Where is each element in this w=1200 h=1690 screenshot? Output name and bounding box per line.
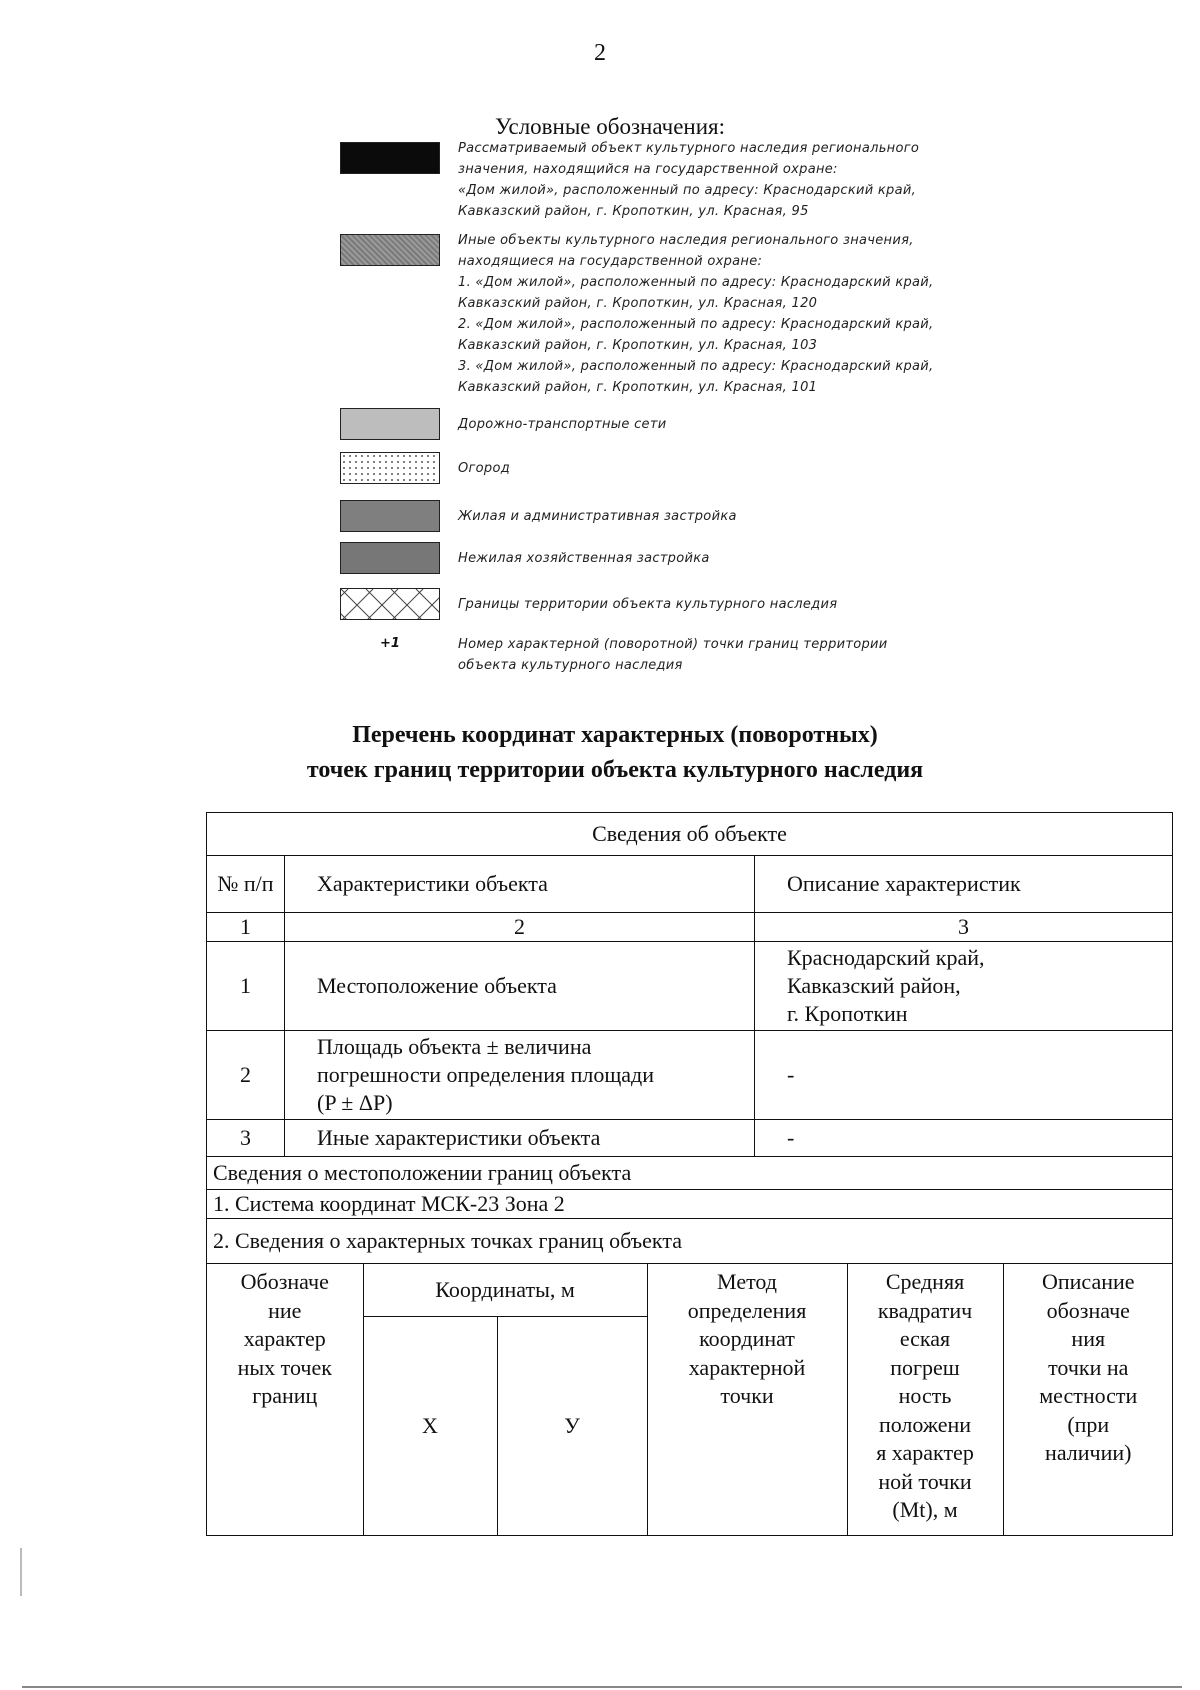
row-description: -	[755, 1120, 1173, 1157]
header-line: (при	[1067, 1411, 1110, 1437]
object-info-table	[206, 812, 1173, 1536]
header-line: ние	[268, 1297, 302, 1323]
row-characteristic: Местоположение объекта	[285, 942, 755, 1031]
coords-header-cell	[207, 1264, 1173, 1536]
legend-line: Номер характерной (поворотной) точки границ территории	[458, 637, 888, 652]
row-num: 1	[207, 942, 285, 1031]
location-title: Сведения о местоположении границ объекта	[207, 1157, 1173, 1190]
header-line: ния	[1071, 1326, 1106, 1351]
document-heading	[0, 718, 1200, 788]
margin-mark	[20, 1548, 22, 1596]
characteristic-line: (P ± ΔP)	[317, 1090, 393, 1115]
col-number: 1	[207, 913, 285, 942]
legend-line: Рассматриваемый объект культурного наследия регионального	[458, 141, 920, 156]
row-description	[755, 942, 1173, 1031]
cross-hatch-swatch	[340, 588, 440, 620]
header-line: координат	[699, 1326, 795, 1351]
heading-line: Перечень координат характерных (поворотных)	[352, 722, 878, 748]
legend-line: Жилая и административная застройка	[458, 509, 737, 524]
header-line: характер	[243, 1326, 326, 1351]
designation-header	[207, 1264, 363, 1535]
legend-line: Дорожно-транспортные сети	[458, 417, 667, 432]
table-row	[207, 1120, 1173, 1157]
header-line: определения	[687, 1297, 807, 1323]
table-row	[207, 1219, 1173, 1264]
header-line: (Mt), м	[892, 1497, 958, 1522]
legend-line: объекта культурного наследия	[458, 658, 683, 673]
header-line: ность	[898, 1383, 952, 1408]
legend-line: 1. «Дом жилой», расположенный по адресу: Краснодарский край,	[458, 275, 934, 290]
description-header	[1003, 1264, 1173, 1535]
legend-line: Иные объекты культурного наследия регионального значения,	[458, 233, 914, 248]
legend-line: Кавказский район, г. Кропоткин, ул. Красная, 120	[458, 296, 818, 311]
header-characteristics: Характеристики объекта	[285, 856, 755, 913]
dotted-swatch	[340, 452, 440, 484]
row-description: -	[755, 1031, 1173, 1120]
legend-line: Границы территории объекта культурного наследия	[458, 597, 838, 612]
row-characteristic: Иные характеристики объекта	[285, 1120, 755, 1157]
legend-line: значения, находящийся на государственной охране:	[458, 162, 838, 177]
header-line: Описание	[1041, 1269, 1135, 1294]
accuracy-header	[847, 1264, 1003, 1535]
header-line: я характер	[876, 1440, 974, 1465]
legend-line: находящиеся на государственной охране:	[458, 254, 763, 269]
dark-gray-swatch	[340, 542, 440, 574]
header-line: погреш	[890, 1354, 960, 1380]
table-row	[207, 942, 1173, 1031]
cross-hatch-icon	[341, 589, 440, 620]
coords-header-table	[207, 1264, 1173, 1535]
legend-line: 3. «Дом жилой», расположенный по адресу: Краснодарский край,	[458, 359, 934, 374]
table-row	[207, 1264, 1173, 1317]
legend-line: 2. «Дом жилой», расположенный по адресу: Краснодарский край,	[458, 317, 934, 332]
header-description: Описание характеристик	[755, 856, 1173, 913]
description-line: г. Кропоткин	[787, 1001, 908, 1026]
table-row	[207, 1190, 1173, 1219]
table-row	[207, 856, 1173, 913]
header-line: точки на	[1048, 1354, 1129, 1380]
gray-swatch	[340, 234, 440, 266]
coordinates-header: Координаты, м	[363, 1264, 647, 1317]
coord-system: 1. Система координат МСК-23 Зона 2	[207, 1190, 1173, 1219]
black-swatch	[340, 142, 440, 174]
row-num: 2	[207, 1031, 285, 1120]
header-line: границ	[252, 1383, 318, 1408]
col-number: 3	[755, 913, 1173, 942]
header-line: обозначе	[1046, 1297, 1130, 1323]
points-title: 2. Сведения о характерных точках границ объекта	[207, 1219, 1173, 1264]
header-line: положени	[878, 1411, 972, 1437]
legend-text	[458, 634, 1028, 676]
legend-line: Кавказский район, г. Кропоткин, ул. Красная, 95	[458, 204, 809, 219]
description-line: Краснодарский край,	[787, 945, 985, 970]
y-header: У	[497, 1317, 647, 1536]
legend-text	[458, 230, 1028, 398]
table-row	[207, 1264, 1173, 1536]
legend-title: Условные обозначения:	[494, 114, 726, 139]
table-row	[207, 813, 1173, 856]
heading-line: точек границ территории объекта культурного наследия	[306, 757, 924, 783]
point-number-symbol: +1	[380, 636, 400, 651]
legend-line: Огород	[458, 461, 511, 476]
row-characteristic	[285, 1031, 755, 1120]
row-num: 3	[207, 1120, 285, 1157]
x-header: X	[363, 1317, 497, 1536]
header-line: Обозначе	[240, 1269, 329, 1294]
legend-line: Кавказский район, г. Кропоткин, ул. Красная, 103	[458, 338, 818, 353]
characteristic-line: Площадь объекта ± величина	[317, 1034, 592, 1059]
header-line: еская	[899, 1326, 951, 1351]
header-line: квадратич	[877, 1297, 973, 1323]
legend-line: Нежилая хозяйственная застройка	[458, 551, 710, 566]
col-number: 2	[285, 913, 755, 942]
header-line: наличии)	[1045, 1440, 1132, 1465]
light-gray-swatch	[340, 408, 440, 440]
table-row	[207, 1157, 1173, 1190]
page-number: 2	[594, 40, 606, 66]
header-line: Метод	[717, 1269, 777, 1294]
description-line: Кавказский район,	[787, 973, 961, 998]
page-bottom-line	[22, 1686, 1182, 1688]
header-num: № п/п	[207, 856, 285, 913]
section-title: Сведения об объекте	[207, 813, 1173, 856]
table-row	[207, 913, 1173, 942]
legend-line: «Дом жилой», расположенный по адресу: Краснодарский край,	[458, 183, 917, 198]
method-header	[647, 1264, 847, 1535]
header-line: ной точки	[878, 1468, 972, 1494]
legend-line: Кавказский район, г. Кропоткин, ул. Красная, 101	[458, 380, 818, 395]
dark-gray-swatch	[340, 500, 440, 532]
header-line: точки	[720, 1383, 774, 1408]
header-line: ных точек	[237, 1354, 332, 1380]
characteristic-line: погрешности определения площади	[317, 1062, 655, 1087]
header-line: Средняя	[885, 1269, 965, 1294]
table-row	[207, 1031, 1173, 1120]
header-line: местности	[1039, 1383, 1138, 1408]
header-line: характерной	[688, 1354, 806, 1380]
legend-text	[458, 138, 1028, 222]
